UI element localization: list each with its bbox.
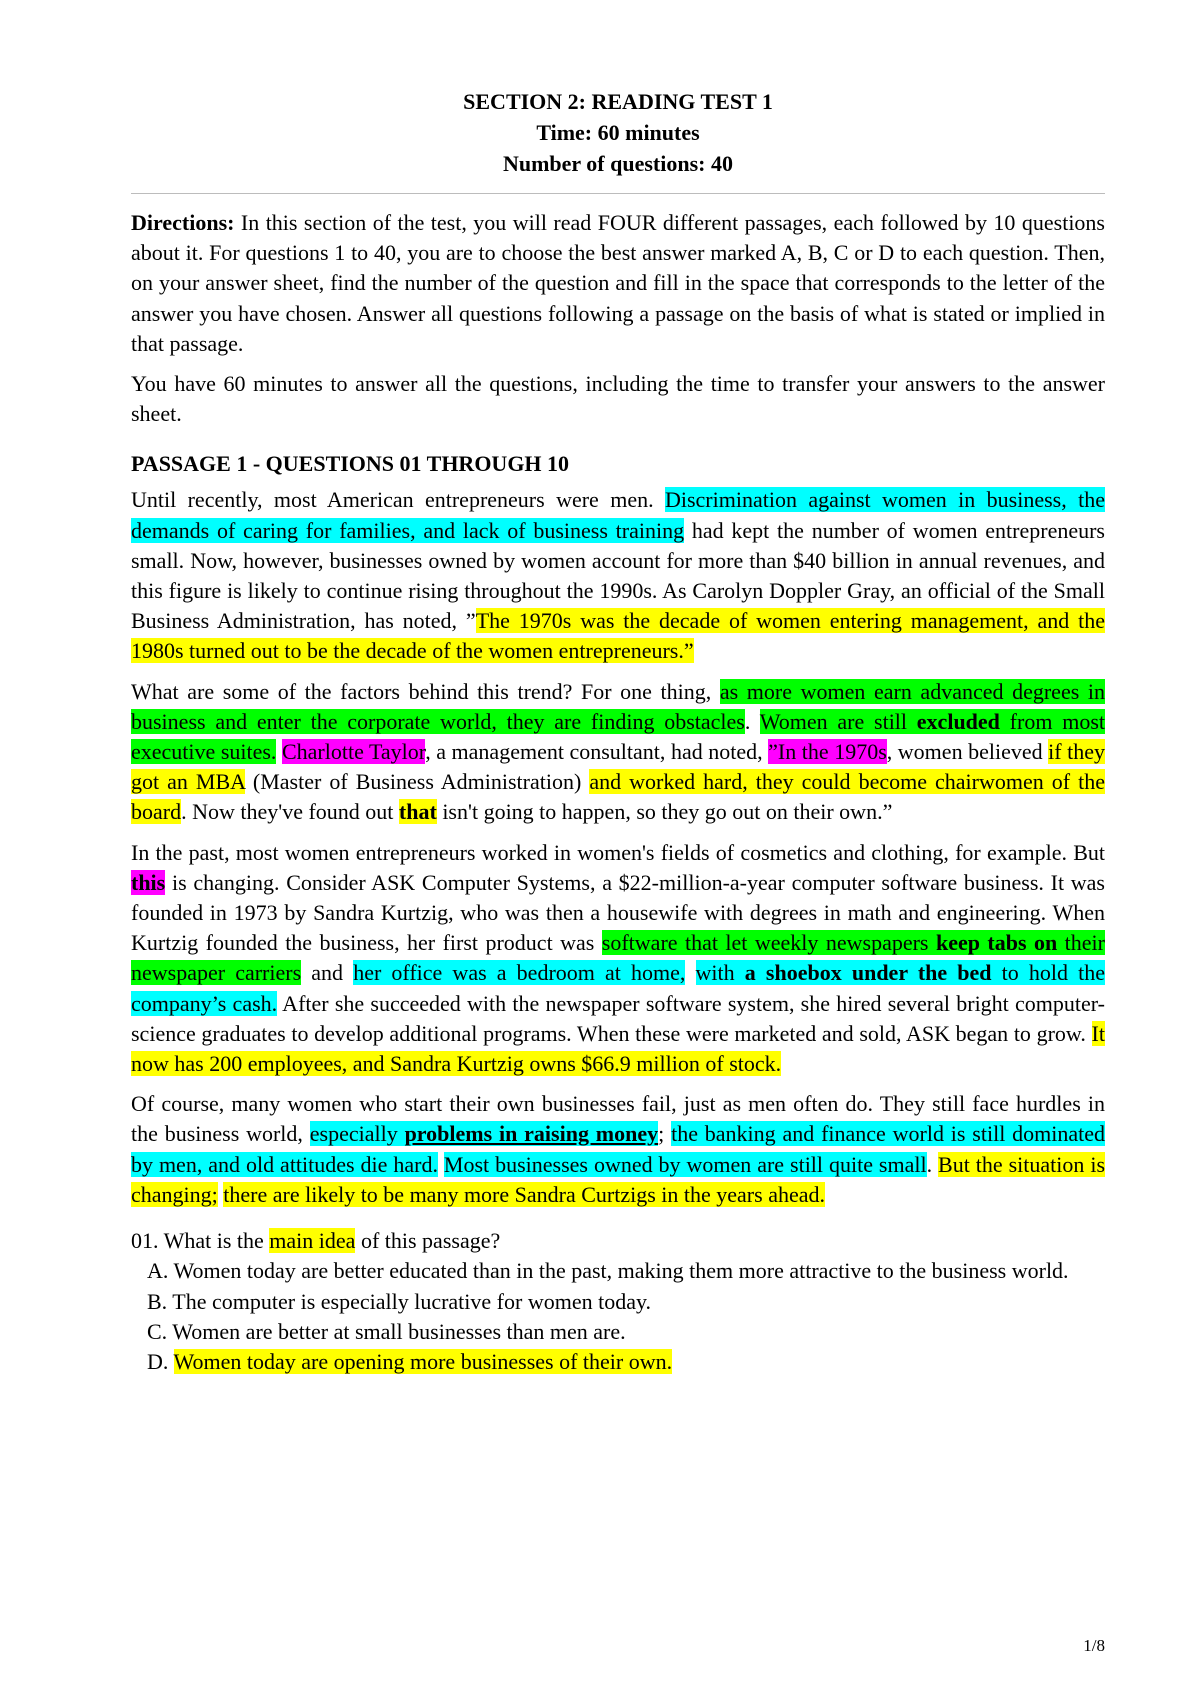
time-limit: Time: 60 minutes <box>536 120 700 145</box>
bold-underlined-term: problems in raising money <box>404 1121 659 1147</box>
section-title: SECTION 2: READING TEST 1 <box>463 89 773 114</box>
page-number: 1/8 <box>1083 1636 1105 1655</box>
text-run: Women are still <box>759 708 917 734</box>
text-run: , women believed <box>886 739 1049 765</box>
highlight-yellow: if they got an MBA <box>131 739 1106 795</box>
question-count: Number of questions: 40 <box>502 151 733 176</box>
text-run: . <box>926 1151 939 1177</box>
directions-paragraph <box>131 208 1105 359</box>
text-run: with <box>695 960 745 986</box>
time-note-paragraph: You have 60 minutes to answer all the questions, including the time to transfer your answers to the answer sheet. <box>131 371 1105 427</box>
option-c[interactable] <box>131 1317 1105 1347</box>
highlight-yellow-bold: that <box>398 799 437 825</box>
text-run: After she succeeded with the newspaper software system, she hired several bright computer-science graduates to develop additional programs. When these were marketed and sold, ASK began to grow. <box>131 990 1106 1046</box>
bold-term: a shoebox under the bed <box>744 960 992 986</box>
document-content <box>131 86 1105 1377</box>
highlight-yellow: It now has 200 employees, and Sandra Kurtzig owns $66.9 million of stock. <box>131 1020 1105 1077</box>
text-run: , a management consultant, had noted, <box>425 739 769 765</box>
text-run: In the past, most women entrepreneurs worked in women's fields of cosmetics and clothing, for example. But <box>131 839 1105 865</box>
text-run: had kept the number of women entrepreneurs small. Now, however, businesses owned by women account for more than $40 billion in annual revenues, and this figure is likely to continue rising throughout the 1990s. As Carolyn Doppler Gray, an official of the Small Business Administration, has noted, ” <box>131 517 1105 634</box>
highlight-green: as more women earn advanced degrees in business and enter the corporate world, they are finding obstacles <box>131 678 1105 734</box>
highlight-yellow: there are likely to be many more Sandra Curtzigs in the years ahead. <box>223 1181 825 1207</box>
highlight-yellow: and worked hard, they could become chairwomen of the board <box>131 769 1105 825</box>
text-run: to hold the company’s cash. <box>131 960 1106 1016</box>
text-run: and <box>301 960 354 986</box>
question-stem <box>131 1226 1105 1256</box>
option-letter: C. <box>147 1318 168 1344</box>
passage-paragraph-3 <box>131 838 1105 1080</box>
highlight-cyan <box>310 1121 658 1146</box>
highlight-magenta-bold: this <box>131 869 166 895</box>
passage-paragraph-1 <box>131 485 1105 666</box>
option-letter: A. <box>147 1258 169 1284</box>
highlight-yellow: But the situation is changing; <box>131 1151 1106 1207</box>
highlight-yellow: Women today are opening more businesses of their own. <box>173 1348 673 1374</box>
option-letter: D. <box>147 1348 169 1374</box>
passage-title: PASSAGE 1 - QUESTIONS 01 THROUGH 10 <box>131 451 570 477</box>
highlight-yellow: main idea <box>269 1228 356 1254</box>
option-text: Women are better at small businesses than men are. <box>172 1318 626 1344</box>
text-run: (Master of Business Administration) <box>244 769 590 795</box>
text-run: Of course, many women who start their own businesses fail, just as men often do. They still face hurdles in the business world, <box>131 1091 1105 1147</box>
text-run: software that let weekly newspapers <box>601 930 936 956</box>
highlight-cyan: Discrimination against women in business, the demands of caring for families, and lack of business training <box>131 487 1105 543</box>
bold-term: keep tabs on <box>935 930 1058 956</box>
highlight-yellow: The 1970s was the decade of women entering management, and the 1980s turned out to be the decade of the women entrepreneurs.” <box>131 608 1106 664</box>
text-run: What are some of the factors behind this trend? For one thing, <box>131 678 720 704</box>
option-text: The computer is especially lucrative for women today. <box>172 1288 652 1314</box>
text-run: isn't going to happen, so they go out on their own.” <box>436 799 893 825</box>
option-b[interactable] <box>131 1287 1105 1317</box>
bold-term: excluded <box>916 708 1000 734</box>
directions-label: Directions: <box>131 210 235 235</box>
passage-paragraph-2 <box>131 677 1105 828</box>
highlight-cyan: Most businesses owned by women are still quite small <box>443 1151 927 1177</box>
highlight-magenta: ”In the 1970s <box>768 739 887 765</box>
text-run <box>685 960 695 985</box>
highlight-magenta: Charlotte Taylor <box>281 739 426 765</box>
text-run: Until recently, most American entrepreneurs were men. <box>131 487 665 513</box>
text-run: is changing. Consider ASK Computer Systems, a $22-million-a-year computer software business. It was founded in 1973 by Sandra Kurtzig, who was then a housewife with degrees in math and engineering. When Kurtzig founded the business, her first product was <box>131 869 1105 956</box>
highlight-cyan: her office was a bedroom at home, <box>353 960 686 986</box>
option-text: Women today are better educated than in the past, making them more attractive to the business world. <box>173 1258 1069 1284</box>
text-run: . <box>744 708 760 734</box>
divider <box>131 193 1105 194</box>
text-run: from most executive suites. <box>131 708 1106 765</box>
text-run: ; <box>658 1121 672 1147</box>
option-letter: B. <box>147 1288 168 1314</box>
text-run: their newspaper carriers <box>131 930 1105 986</box>
passage-paragraph-4 <box>131 1089 1105 1210</box>
option-a[interactable] <box>131 1256 1105 1286</box>
text-run: especially <box>309 1121 405 1147</box>
text-run: of this passage? <box>355 1228 501 1254</box>
highlight-cyan: the banking and finance world is still dominated by men, and old attitudes die hard. <box>131 1121 1106 1177</box>
option-d[interactable] <box>131 1347 1105 1377</box>
text-run: 01. What is the <box>131 1228 270 1254</box>
directions-text: In this section of the test, you will read FOUR different passages, each followed by 10 questions about it. For questions 1 to 40, you are to choose the best answer marked A, B, C or D to each question. Then, on your answer sheet, find the number of the question and fill in the space that corresponds to the letter of the answer you have chosen. Answer all questions following a passage on the basis of what is stated or implied in that passage. <box>131 210 1105 356</box>
text-run: . Now they've found out <box>181 799 399 825</box>
